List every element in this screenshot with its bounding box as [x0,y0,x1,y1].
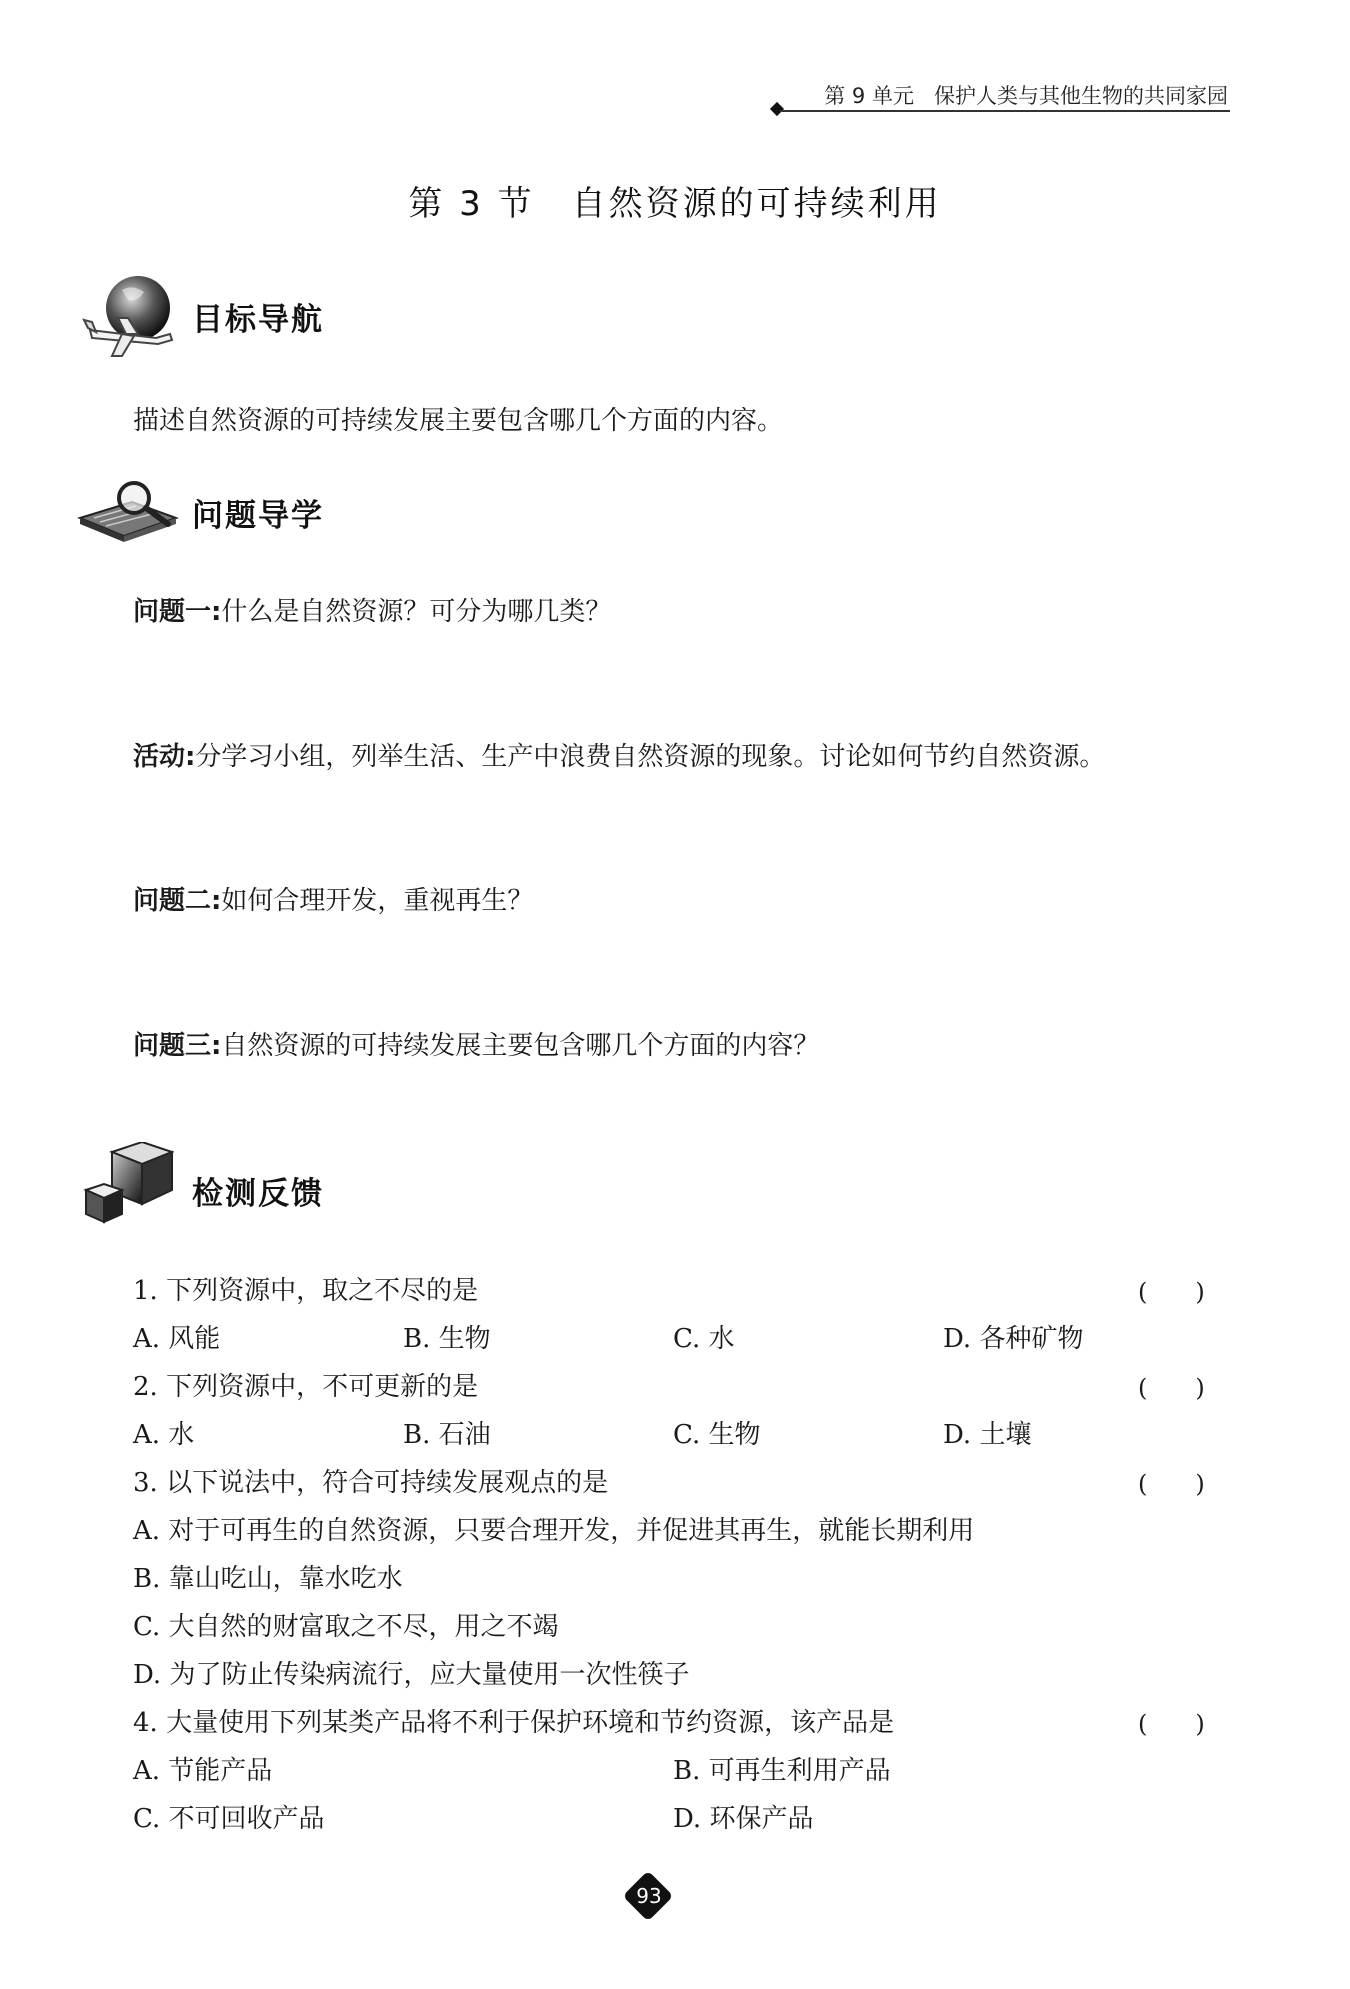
option: B. 靠山吃山，靠水吃水 [133,1564,403,1594]
running-header [824,80,1228,110]
answer-blank[interactable]: ( ) [1138,1374,1205,1402]
question-1-stem: 1. 下列资源中，取之不尽的是 [133,1276,479,1306]
question-3-stem: 3. 以下说法中，符合可持续发展观点的是 [133,1468,609,1498]
page-number: 93 [636,1884,662,1908]
heading-goals: 目标导航 [192,302,324,338]
option: D. 为了防止传染病流行，应大量使用一次性筷子 [133,1660,690,1690]
guide-text: 什么是自然资源？可分为哪几类？ [221,597,612,627]
magnifier-keyboard-icon [76,478,180,544]
question-2-stem: 2. 下列资源中，不可更新的是 [133,1372,479,1402]
section-title: 第 3 节 自然资源的可持续利用 [408,184,942,224]
guide-text: 自然资源的可持续发展主要包含哪几个方面的内容？ [221,1031,820,1061]
heading-feedback: 检测反馈 [192,1176,324,1212]
header-unit: 第 9 单元 [824,84,914,108]
option: B. 生物 [403,1324,491,1354]
header-unit-title: 保护人类与其他生物的共同家园 [934,84,1228,108]
goal-text: 描述自然资源的可持续发展主要包含哪几个方面的内容。 [133,406,784,436]
cube-icon [82,1142,174,1224]
guide-question-3 [133,1025,819,1062]
heading-questions: 问题导学 [192,498,324,534]
option: D. 环保产品 [673,1804,814,1834]
option: C. 生物 [673,1420,761,1450]
option: A. 节能产品 [133,1756,273,1786]
guide-text: 分学习小组，列举生活、生产中浪费自然资源的现象。讨论如何节约自然资源。 [195,742,1106,772]
guide-text: 如何合理开发，重视再生？ [221,886,534,916]
guide-question-1 [133,591,611,628]
header-diamond-icon [770,102,784,116]
option: C. 水 [673,1324,735,1354]
option: C. 大自然的财富取之不尽，用之不竭 [133,1612,559,1642]
page-number-badge [624,1872,674,1922]
option: A. 风能 [133,1324,221,1354]
option: D. 土壤 [943,1420,1032,1450]
option: A. 水 [133,1420,195,1450]
header-rule [780,110,1230,112]
guide-question-2 [133,880,533,917]
guide-label: 问题一: [133,597,222,627]
option: B. 石油 [403,1420,491,1450]
option: D. 各种矿物 [943,1324,1084,1354]
answer-blank[interactable]: ( ) [1138,1710,1205,1738]
answer-blank[interactable]: ( ) [1138,1278,1205,1306]
guide-label: 问题二: [133,886,222,916]
option: A. 对于可再生的自然资源，只要合理开发，并促进其再生，就能长期利用 [133,1516,975,1546]
option: C. 不可回收产品 [133,1804,325,1834]
question-4-stem: 4. 大量使用下列某类产品将不利于保护环境和节约资源，该产品是 [133,1708,895,1738]
globe-airplane-icon [82,268,178,362]
option: B. 可再生利用产品 [673,1756,891,1786]
guide-label: 问题三: [133,1031,222,1061]
guide-activity [133,736,1105,773]
guide-label: 活动: [133,742,196,772]
answer-blank[interactable]: ( ) [1138,1470,1205,1498]
